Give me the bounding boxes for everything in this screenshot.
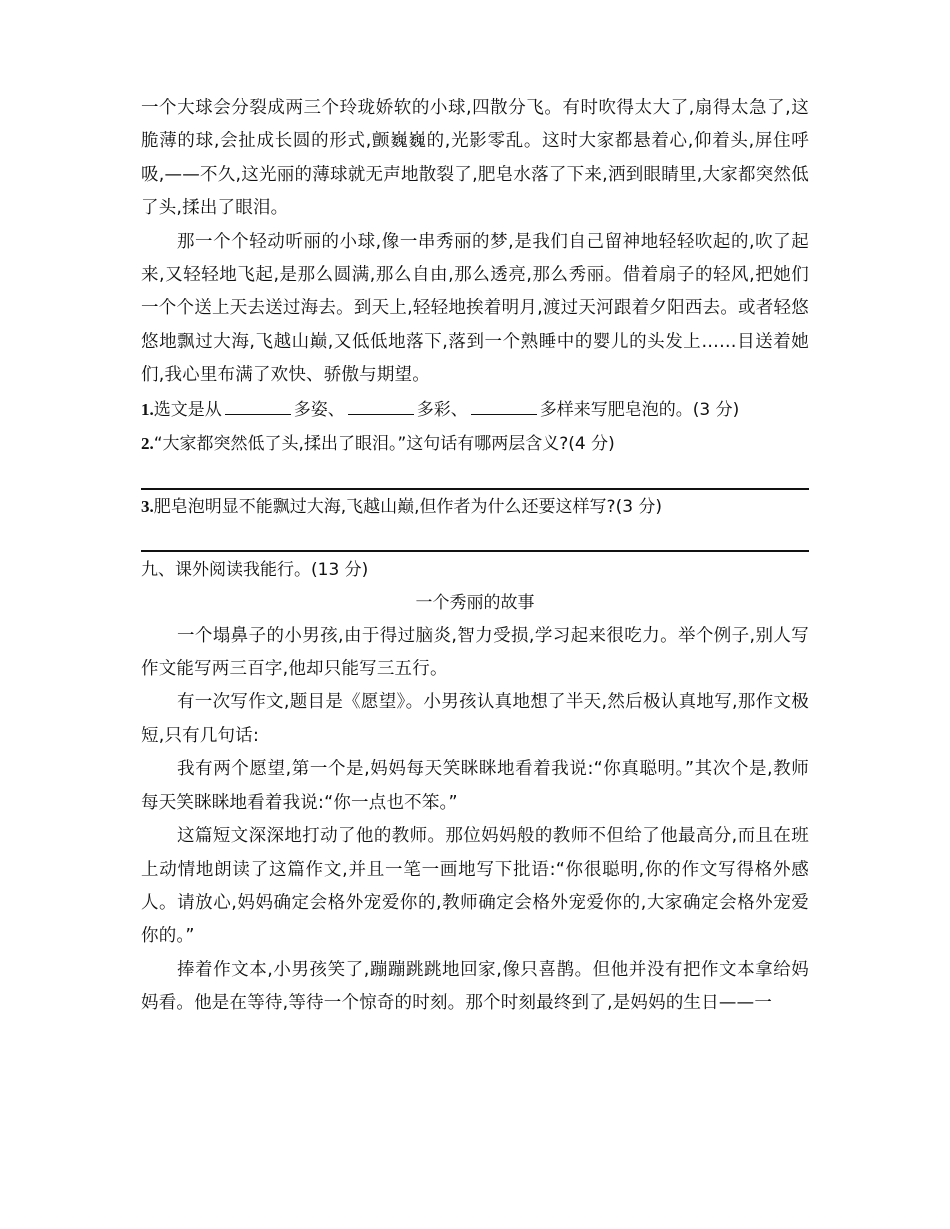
question-text: 多样来写肥皂泡的。(3 分): [539, 399, 740, 420]
answer-space: [141, 524, 809, 550]
answer-line[interactable]: [141, 550, 809, 552]
answer-space: [141, 461, 809, 488]
passage-paragraph-2: 那一个个轻动听丽的小球,像一串秀丽的梦,是我们自己留神地轻轻吹起的,吹了起来,又轻轻地飞起,是那么圆满,那么自由,那么透亮,那么秀丽。借着扇子的轻风,把她们一个个送上天去送过海去。到天上,轻轻地挨着明月,渡过天河跟着夕阳西去。或者轻悠悠地飘过大海,飞越山巅,又低低地落下,落到一个熟睡中的婴儿的头发上……目送着她们,我心里布满了欢快、骄傲与期望。: [141, 231, 809, 386]
answer-blank[interactable]: [348, 400, 414, 415]
story-title: 一个秀丽的故事: [415, 592, 535, 613]
story-paragraph: 这篇短文深深地打动了他的教师。那位妈妈般的教师不但给了他最高分,而且在班上动情地朗读了这篇作文,并且一笔一画地写下批语:“你很聪明,你的作文写得格外感人。请放心,妈妈确定会格外宠爱你的,教师确定会格外宠爱你的,大家确定会格外宠爱你的。”: [141, 826, 809, 947]
question-text: 选文是从: [153, 399, 222, 420]
question-text: 肥皂泡明显不能飘过大海,飞越山巅,但作者为什么还要这样写?(3 分): [153, 496, 663, 517]
question-number: 2.: [141, 433, 154, 453]
question-text: 多姿、: [293, 399, 345, 420]
answer-blank[interactable]: [471, 400, 537, 415]
story-paragraph: 捧着作文本,小男孩笑了,蹦蹦跳跳地回家,像只喜鹊。但他并没有把作文本拿给妈妈看。他是在等待,等待一个惊奇的时刻。那个时刻最终到了,是妈妈的生日——一: [141, 959, 809, 1014]
question-1: [141, 393, 809, 427]
question-number: 1.: [141, 399, 154, 419]
question-text: “大家都突然低了头,揉出了眼泪。”这句话有哪两层含义?(4 分): [153, 433, 615, 454]
question-number: 3.: [141, 496, 154, 516]
story-paragraph: 有一次写作文,题目是《愿望》。小男孩认真地想了半天,然后极认真地写,那作文极短,只有几句话:: [141, 692, 809, 746]
page-content: [141, 92, 809, 1021]
question-text: 多彩、: [416, 399, 468, 420]
answer-blank[interactable]: [225, 400, 291, 415]
story-paragraph: 一个塌鼻子的小男孩,由于得过脑炎,智力受损,学习起来很吃力。举个例子,别人写作文能写两三百字,他却只能写三五行。: [141, 625, 809, 680]
question-3: [141, 490, 809, 524]
story-paragraph: 我有两个愿望,第一个是,妈妈每天笑眯眯地看着我说:“你真聪明。”其次个是,教师每天笑眯眯地看着我说:“你一点也不笨。”: [141, 759, 809, 813]
passage-paragraph-1: 一个大球会分裂成两三个玲珑娇软的小球,四散分飞。有时吹得太大了,扇得太急了,这脆薄的球,会扯成长圆的形式,颤巍巍的,光影零乱。这时大家都悬着心,仰着头,屏住呼吸,——不久,这光丽的薄球就无声地散裂了,肥皂水落了下来,洒到眼睛里,大家都突然低了头,揉出了眼泪。: [141, 98, 809, 219]
section-heading: 九、课外阅读我能行。(13 分): [141, 559, 369, 580]
question-2: [141, 427, 809, 461]
